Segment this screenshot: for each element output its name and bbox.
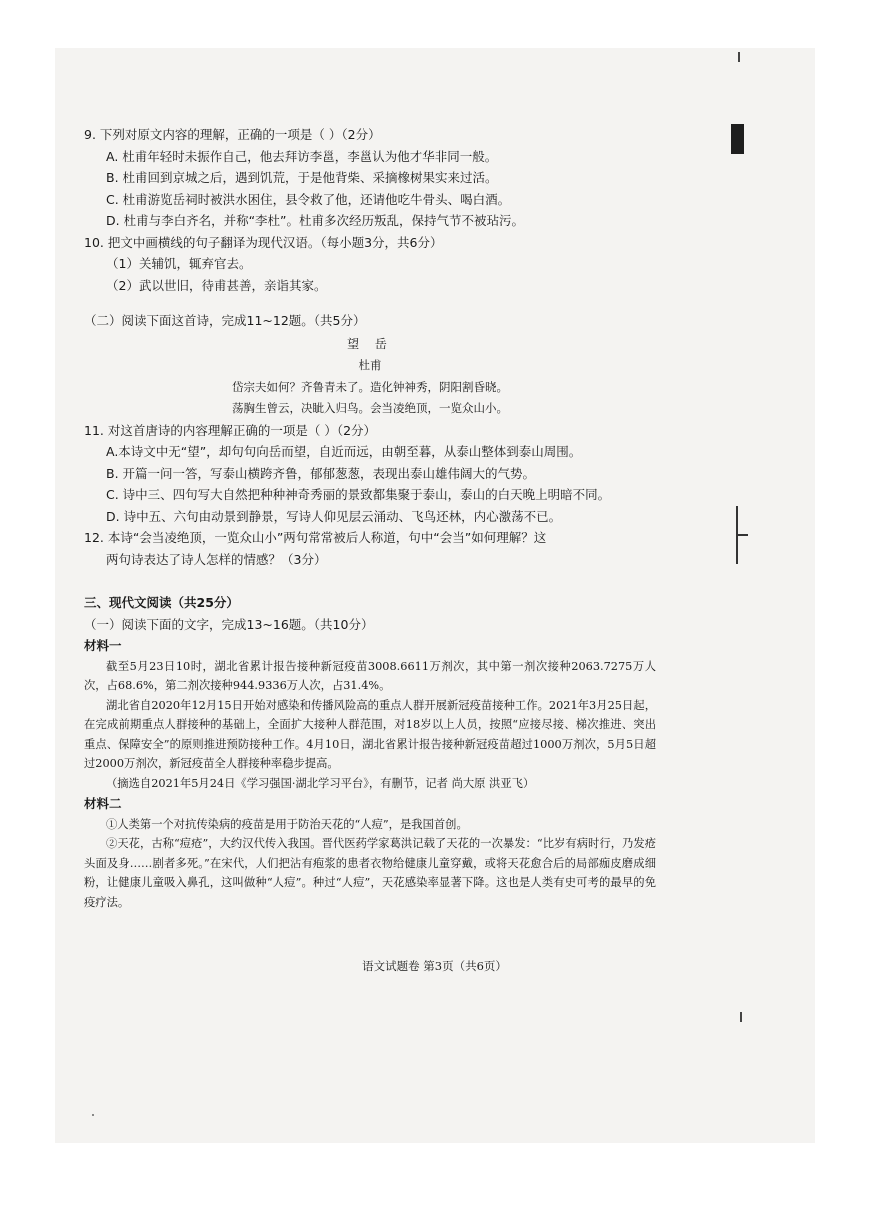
question-stem: 12. 本诗“会当凌绝顶，一览众山小”两句常常被后人称道，句中“会当”如何理解？这 <box>84 530 547 545</box>
poem-line: 荡胸生曾云，决眦入归鸟。会当凌绝顶，一览众山小。 <box>232 401 508 415</box>
material-label: 材料一 <box>84 638 122 653</box>
material-paragraph: ②天花，古称“痘疮”，大约汉代传入我国。晋代医药学家葛洪记载了天花的一次暴发：“比岁有病时行，乃发疮头面及身……剧者多死。”在宋代，人们把沾有疱浆的患者衣物给健康儿童穿戴，或将天花愈合后的局部痂皮磨成细粉，让健康儿童吸入鼻孔，这叫做种“人痘”。种过“人痘”，天花感染率显著下降。这也是人类有史可考的最早的免疫疗法。 <box>84 837 656 909</box>
question-11 <box>84 420 656 528</box>
question-stem: 9. 下列对原文内容的理解，正确的一项是（ ）（2分） <box>84 127 381 142</box>
option-d: D. 诗中五、六句由动景到静景，写诗人仰见层云涌动、飞鸟还林，内心激荡不已。 <box>106 508 562 524</box>
poem-title: 望 岳 <box>347 336 393 351</box>
translation-item-1: （1）关辅饥，辄弃官去。 <box>106 256 252 271</box>
scan-binding-tick <box>736 534 748 536</box>
option-b: B. 杜甫回到京城之后，遇到饥荒，于是他背柴、采摘橡树果实来过活。 <box>106 170 498 185</box>
question-12 <box>84 527 656 570</box>
poem-section <box>84 310 656 420</box>
material-paragraph: 截至5月23日10时，湖北省累计报告接种新冠疫苗3008.6611万剂次，其中第一剂次接种2063.7275万人次，占68.6%，第二剂次接种944.9336万人次，占31.4%。 <box>84 659 656 692</box>
scan-dust-dot <box>92 1114 94 1116</box>
poem-line: 岱宗夫如何？齐鲁青未了。造化钟神秀，阴阳割昏晓。 <box>232 379 508 394</box>
sub-section-heading: （一）阅读下面的文字，完成13~16题。（共10分） <box>84 616 374 632</box>
question-stem: 11. 对这首唐诗的内容理解正确的一项是（ ）（2分） <box>84 422 377 438</box>
scan-tick-mark <box>738 52 740 62</box>
question-9 <box>84 124 656 232</box>
option-a: A.本诗文中无“望”，却句句向岳而望，自近而远，由朝至暮，从泰山整体到泰山周围。 <box>106 444 582 459</box>
material-paragraph: ①人类第一个对抗传染病的疫苗是用于防治天花的“人痘”，是我国首创。 <box>106 817 468 831</box>
scan-tick-mark <box>740 1012 742 1022</box>
material-paragraph: 湖北省自2020年12月15日开始对感染和传播风险高的重点人群开展新冠疫苗接种工作。2021年3月25日起，在完成前期重点人群接种的基础上，全面扩大接种人群范围，对18岁以上人员，按照“应接尽接、梯次推进、突出重点、保障安全”的原则推进预防接种工作。4月10日，湖北省累计报告接种新冠疫苗超过1000万剂次，5月5日超过2000万剂次，新冠疫苗全人群接种率稳步提高。 <box>84 698 656 770</box>
option-a: A. 杜甫年轻时未振作自己，他去拜访李邕，李邕认为他才华非同一般。 <box>106 148 498 164</box>
page-footer: 语文试题卷 第3页（共6页） <box>362 959 507 973</box>
material-label: 材料二 <box>84 796 122 811</box>
option-c: C. 诗中三、四句写大自然把种种神奇秀丽的景致都集聚于泰山，泰山的白天晚上明暗不同。 <box>106 487 611 502</box>
material-1 <box>84 635 656 793</box>
material-2 <box>84 793 656 912</box>
question-stem: 10. 把文中画横线的句子翻译为现代汉语。（每小题3分，共6分） <box>84 234 443 250</box>
question-stem-continued: 两句诗表达了诗人怎样的情感？（3分） <box>106 551 327 567</box>
scan-black-marker <box>731 124 744 154</box>
option-c: C. 杜甫游览岳祠时被洪水困住，县令救了他，还请他吃牛骨头、喝白酒。 <box>106 191 511 207</box>
translation-item-2: （2）武以世旧，待甫甚善，亲诣其家。 <box>106 277 327 293</box>
poem-author: 杜甫 <box>358 358 382 372</box>
material-source: （摘选自2021年5月24日《学习强国·湖北学习平台》，有删节，记者 尚大原 洪亚飞） <box>106 776 535 790</box>
section-heading: （二）阅读下面这首诗，完成11~12题。（共5分） <box>84 313 366 328</box>
section-heading: 三、现代文阅读（共25分） <box>84 595 239 610</box>
question-10 <box>84 232 656 297</box>
option-d: D. 杜甫与李白齐名，并称“李杜”。杜甫多次经历叛乱，保持气节不被玷污。 <box>106 213 525 228</box>
page-content <box>84 124 656 912</box>
option-b: B. 开篇一问一答，写泰山横跨齐鲁，郁郁葱葱，表现出泰山雄伟阔大的气势。 <box>106 465 536 481</box>
